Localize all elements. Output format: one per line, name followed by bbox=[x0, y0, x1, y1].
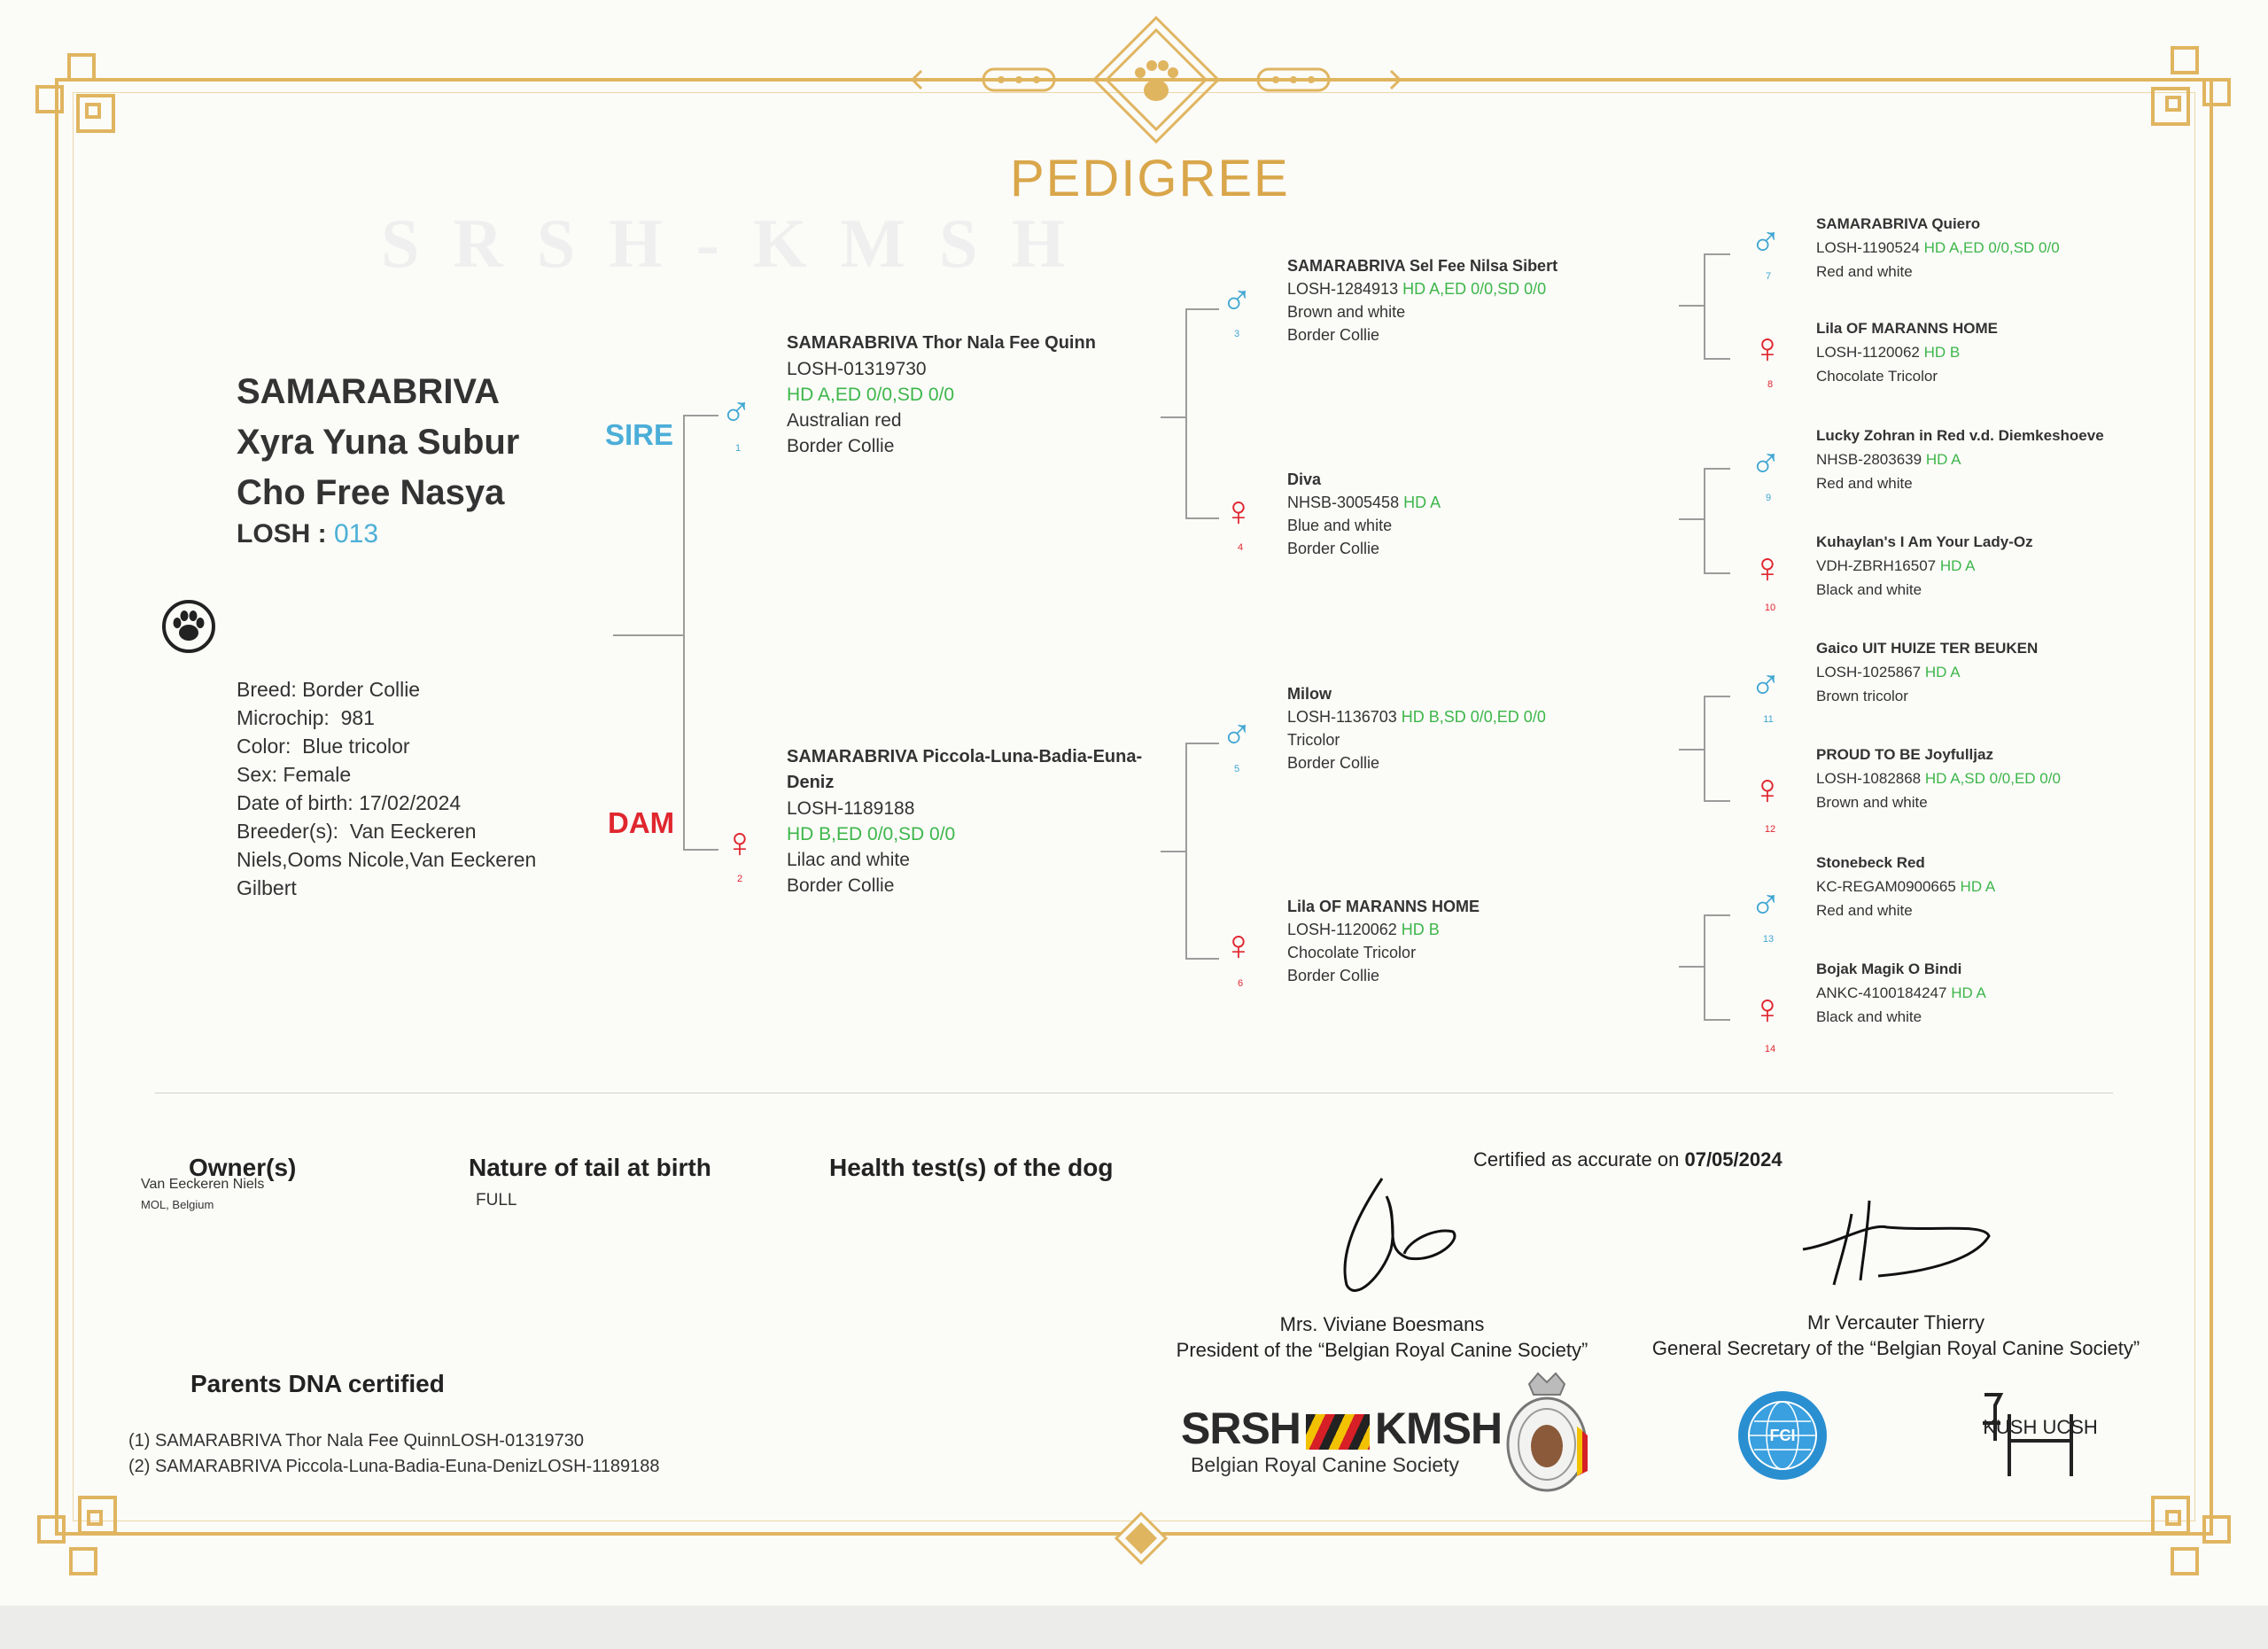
tree-line bbox=[613, 634, 684, 636]
grandparent-color: Blue and white bbox=[1287, 517, 1393, 534]
signatory-secretary bbox=[1626, 1310, 2166, 1361]
fci-logo-icon bbox=[1736, 1389, 1829, 1482]
dam-breed: Border Collie bbox=[787, 875, 895, 896]
signatory-title: President of the “Belgian Royal Canine Society” bbox=[1176, 1339, 1588, 1361]
detail-date-of-birth: Date of birth: 17/02/2024 bbox=[237, 791, 462, 814]
great-grandparent-name: Lila OF MARANNS HOME bbox=[1816, 320, 1998, 337]
page-title: PEDIGREE bbox=[1010, 150, 1290, 207]
great-grandparent-name: Stonebeck Red bbox=[1816, 854, 1925, 871]
grandparent-name: Diva bbox=[1287, 471, 1322, 488]
great-grandparent-name: Lucky Zohran in Red v.d. Diemkeshoeve bbox=[1816, 427, 2104, 444]
tree-line bbox=[1704, 696, 1730, 697]
pedigree-index: 14 bbox=[1764, 1044, 1776, 1054]
great-grandparent-card bbox=[1816, 316, 2153, 388]
male-icon: ♂ bbox=[1750, 882, 1782, 929]
grandparent-name: Lila OF MARANNS HOME bbox=[1287, 898, 1480, 915]
grandparent-card bbox=[1287, 682, 1624, 774]
dog-name bbox=[237, 367, 519, 518]
grandparent-reg: LOSH-1284913 bbox=[1287, 280, 1399, 298]
dna-line: (1) SAMARABRIVA Thor Nala Fee QuinnLOSH-01319730 bbox=[128, 1431, 584, 1451]
grandparent-health: HD A,ED 0/0,SD 0/0 bbox=[1402, 280, 1547, 298]
great-grandparent-card bbox=[1816, 424, 2153, 495]
tree-line bbox=[1185, 517, 1219, 519]
pedigree-index: 7 bbox=[1765, 271, 1772, 282]
pedigree-index: 8 bbox=[1767, 379, 1774, 390]
detail-breeders: Breeder(s): Van Eeckeren Niels,Ooms Nicole,Van Eeckeren Gilbert bbox=[237, 820, 542, 899]
great-grandparent-name: PROUD TO BE Joyfulljaz bbox=[1816, 746, 1993, 763]
tree-line bbox=[1704, 253, 1705, 360]
bottom-diamond-ornament bbox=[1115, 1512, 1168, 1565]
grandparent-health: HD B bbox=[1401, 921, 1440, 938]
male-icon: ♂ bbox=[1750, 662, 1782, 709]
sire-card bbox=[787, 331, 1177, 459]
great-grandparent-health: HD B bbox=[1923, 344, 1961, 361]
owner-location: MOL, Belgium bbox=[141, 1198, 214, 1211]
signature-president bbox=[1329, 1170, 1471, 1303]
health-tests-label: Health test(s) of the dog bbox=[829, 1154, 1114, 1181]
tree-line bbox=[1679, 749, 1705, 751]
detail-breed: Breed: Border Collie bbox=[237, 678, 421, 701]
grandparent-reg-line bbox=[1287, 918, 1624, 941]
corner-ornament-bottom-right bbox=[2144, 1489, 2233, 1577]
dna-label: Parents DNA certified bbox=[190, 1370, 445, 1397]
great-grandparent-card bbox=[1816, 743, 2153, 814]
great-grandparent-color: Black and white bbox=[1816, 1008, 1922, 1025]
dam-health: HD B,ED 0/0,SD 0/0 bbox=[787, 824, 956, 844]
great-grandparent-reg: LOSH-1025867 bbox=[1816, 664, 1922, 681]
tree-line bbox=[1679, 966, 1705, 968]
female-icon: ♀ bbox=[1751, 766, 1783, 813]
great-grandparent-card bbox=[1816, 530, 2153, 602]
grandparent-card bbox=[1287, 254, 1624, 346]
great-grandparent-reg-line bbox=[1816, 981, 2153, 1005]
great-grandparent-reg: NHSB-2803639 bbox=[1816, 451, 1922, 468]
great-grandparent-color: Red and white bbox=[1816, 475, 1913, 492]
grandparent-health: HD A bbox=[1403, 494, 1441, 511]
sire-color: Australian red bbox=[787, 410, 902, 431]
grandparent-breed: Border Collie bbox=[1287, 540, 1380, 557]
pedigree-index: 10 bbox=[1764, 603, 1776, 613]
great-grandparent-name: Gaico UIT HUIZE TER BEUKEN bbox=[1816, 640, 2039, 657]
great-grandparent-health: HD A bbox=[1925, 451, 1961, 468]
great-grandparent-name: Kuhaylan's I Am Your Lady-Oz bbox=[1816, 533, 2033, 550]
grandparent-card bbox=[1287, 468, 1624, 560]
great-grandparent-reg-line bbox=[1816, 447, 2153, 471]
pedigree-index: 6 bbox=[1237, 978, 1244, 989]
signatory-title: General Secretary of the “Belgian Royal Canine Society” bbox=[1651, 1337, 2140, 1359]
owner-name: Van Eeckeren Niels bbox=[141, 1177, 265, 1192]
logo-srsh: SRSH bbox=[1181, 1404, 1301, 1453]
male-icon: ♂ bbox=[1750, 440, 1782, 487]
great-grandparent-reg: ANKC-4100184247 bbox=[1816, 984, 1947, 1001]
tail-value: FULL bbox=[476, 1191, 517, 1210]
tail-label: Nature of tail at birth bbox=[469, 1154, 711, 1181]
certified-date: 07/05/2024 bbox=[1684, 1148, 1783, 1171]
sire-breed: Border Collie bbox=[787, 436, 895, 456]
great-grandparent-reg: LOSH-1082868 bbox=[1816, 770, 1922, 787]
sire-label: SIRE bbox=[605, 418, 674, 451]
tree-line bbox=[683, 415, 718, 416]
great-grandparent-card bbox=[1816, 957, 2153, 1029]
pedigree-index: 5 bbox=[1233, 764, 1240, 774]
male-icon: ♂ bbox=[1221, 277, 1253, 324]
srsh-kmsh-logo bbox=[1181, 1403, 1502, 1454]
sire-name: SAMARABRIVA Thor Nala Fee Quinn bbox=[787, 333, 1096, 353]
sire-reg: LOSH-01319730 bbox=[787, 359, 927, 379]
kush-text: KUSH UCSH bbox=[1983, 1416, 2098, 1438]
pedigree-index: 13 bbox=[1762, 934, 1775, 945]
great-grandparent-reg: LOSH-1120062 bbox=[1816, 344, 1920, 361]
logo-stripes bbox=[1306, 1414, 1370, 1450]
header-ornament bbox=[895, 14, 1418, 147]
great-grandparent-reg: LOSH-1190524 bbox=[1816, 239, 1920, 256]
dam-color: Lilac and white bbox=[787, 850, 910, 870]
female-icon: ♀ bbox=[1223, 922, 1254, 969]
pedigree-index: 12 bbox=[1764, 824, 1776, 835]
grandparent-reg-line bbox=[1287, 705, 1624, 728]
great-grandparent-color: Black and white bbox=[1816, 581, 1922, 598]
great-grandparent-health: HD A,SD 0/0,ED 0/0 bbox=[1924, 770, 2061, 787]
grandparent-color: Chocolate Tricolor bbox=[1287, 944, 1417, 961]
great-grandparent-reg-line bbox=[1816, 766, 2153, 790]
paw-icon bbox=[161, 599, 216, 654]
female-icon: ♀ bbox=[1751, 986, 1783, 1033]
tree-line bbox=[1704, 468, 1705, 574]
tree-line bbox=[1704, 1019, 1730, 1021]
great-grandparent-health: HD A bbox=[1960, 878, 1996, 895]
grandparent-reg: LOSH-1136703 bbox=[1287, 708, 1397, 726]
tree-line bbox=[683, 415, 685, 851]
corner-ornament-top-right bbox=[2144, 44, 2233, 133]
tree-line bbox=[1704, 572, 1730, 574]
signatory-name: Mrs. Viviane Boesmans bbox=[1279, 1313, 1485, 1335]
male-icon: ♂ bbox=[1221, 712, 1253, 758]
great-grandparent-color: Red and white bbox=[1816, 263, 1913, 280]
grandparent-name: SAMARABRIVA Sel Fee Nilsa Sibert bbox=[1287, 257, 1558, 275]
male-icon: ♂ bbox=[720, 389, 752, 436]
great-grandparent-reg-line bbox=[1816, 875, 2153, 898]
detail-sex: Sex: Female bbox=[237, 763, 352, 786]
pedigree-index: 9 bbox=[1765, 493, 1772, 503]
great-grandparent-reg: KC-REGAM0900665 bbox=[1816, 878, 1956, 895]
female-icon: ♀ bbox=[1751, 545, 1783, 592]
tree-line bbox=[1704, 914, 1730, 916]
tree-line bbox=[1185, 308, 1187, 518]
dog-name-line: Xyra Yuna Subur bbox=[237, 423, 520, 462]
great-grandparent-color: Chocolate Tricolor bbox=[1816, 368, 1938, 385]
tree-line bbox=[1704, 696, 1705, 802]
corner-ornament-top-left bbox=[34, 51, 122, 140]
grandparent-card bbox=[1287, 895, 1624, 987]
grandparent-name: Milow bbox=[1287, 685, 1332, 703]
tree-line bbox=[1704, 914, 1705, 1021]
grandparent-color: Tricolor bbox=[1287, 731, 1340, 749]
tree-line bbox=[1704, 358, 1730, 360]
female-icon: ♀ bbox=[1223, 488, 1254, 535]
certified-label: Certified as accurate on bbox=[1473, 1148, 1685, 1171]
female-icon: ♀ bbox=[1751, 325, 1783, 372]
detail-color: Color: Blue tricolor bbox=[237, 735, 410, 758]
great-grandparent-name: Bojak Magik O Bindi bbox=[1816, 961, 1962, 977]
great-grandparent-reg: VDH-ZBRH16507 bbox=[1816, 557, 1937, 574]
great-grandparent-card bbox=[1816, 851, 2153, 922]
corner-ornament-bottom-left bbox=[35, 1489, 124, 1577]
great-grandparent-color: Brown tricolor bbox=[1816, 688, 1908, 704]
sire-health: HD A,ED 0/0,SD 0/0 bbox=[787, 385, 955, 405]
grandparent-reg-line bbox=[1287, 491, 1624, 514]
dog-name-line: SAMARABRIVA bbox=[237, 372, 501, 411]
detail-microchip: Microchip: 981 bbox=[237, 706, 375, 729]
great-grandparent-reg-line bbox=[1816, 340, 2153, 364]
dam-name: Deniz bbox=[787, 773, 835, 792]
grandparent-reg: LOSH-1120062 bbox=[1287, 921, 1397, 938]
royal-society-seal-icon bbox=[1503, 1373, 1591, 1497]
tree-line bbox=[1704, 253, 1730, 255]
great-grandparent-card bbox=[1816, 636, 2153, 708]
dog-name-line: Cho Free Nasya bbox=[237, 473, 505, 512]
owner-label: Owner(s) bbox=[189, 1154, 297, 1181]
pedigree-index: 4 bbox=[1237, 542, 1244, 553]
great-grandparent-name: SAMARABRIVA Quiero bbox=[1816, 215, 1981, 232]
great-grandparent-reg-line bbox=[1816, 554, 2153, 578]
dna-list bbox=[128, 1428, 660, 1480]
kush-ucsh-logo-icon bbox=[1974, 1388, 2098, 1485]
losh-number: 013 bbox=[334, 519, 379, 548]
signatory-president bbox=[1143, 1311, 1621, 1363]
tree-line bbox=[1704, 468, 1730, 470]
grandparent-reg-line bbox=[1287, 277, 1624, 300]
great-grandparent-health: HD A,ED 0/0,SD 0/0 bbox=[1923, 239, 2060, 256]
signatory-name: Mr Vercauter Thierry bbox=[1806, 1311, 1985, 1334]
female-icon: ♀ bbox=[724, 820, 756, 867]
logo-subtitle: Belgian Royal Canine Society bbox=[1191, 1453, 1460, 1476]
dna-line: (2) SAMARABRIVA Piccola-Luna-Badia-Euna-DenizLOSH-1189188 bbox=[128, 1457, 660, 1476]
great-grandparent-reg-line bbox=[1816, 236, 2153, 260]
tree-line bbox=[1185, 308, 1219, 310]
dam-reg: LOSH-1189188 bbox=[787, 798, 915, 819]
tree-line bbox=[683, 849, 718, 851]
pedigree-index: 2 bbox=[736, 874, 743, 884]
pedigree-index: 3 bbox=[1233, 329, 1240, 339]
logo-kmsh: KMSH bbox=[1374, 1404, 1503, 1453]
tree-line bbox=[1679, 305, 1705, 307]
tree-line bbox=[1679, 518, 1705, 520]
grandparent-color: Brown and white bbox=[1287, 303, 1406, 321]
tree-line bbox=[1185, 743, 1219, 744]
dog-losh bbox=[237, 519, 378, 549]
grandparent-breed: Border Collie bbox=[1287, 754, 1380, 772]
dam-label: DAM bbox=[608, 806, 675, 839]
grandparent-reg: NHSB-3005458 bbox=[1287, 494, 1400, 511]
dam-name: SAMARABRIVA Piccola-Luna-Badia-Euna- bbox=[787, 747, 1143, 766]
dog-details bbox=[237, 675, 573, 902]
tree-line bbox=[1185, 743, 1187, 960]
grandparent-breed: Border Collie bbox=[1287, 967, 1380, 984]
great-grandparent-reg-line bbox=[1816, 660, 2153, 684]
tree-line bbox=[1185, 958, 1219, 960]
great-grandparent-health: HD A bbox=[1924, 664, 1961, 681]
certified-statement bbox=[1473, 1148, 1783, 1171]
tree-line bbox=[1704, 800, 1730, 802]
male-icon: ♂ bbox=[1750, 219, 1782, 266]
dam-card bbox=[787, 744, 1177, 898]
pedigree-index: 11 bbox=[1763, 714, 1774, 725]
losh-label: LOSH : bbox=[237, 519, 334, 548]
pedigree-index: 1 bbox=[734, 443, 742, 454]
great-grandparent-health: HD A bbox=[1939, 557, 1976, 574]
great-grandparent-health: HD A bbox=[1951, 984, 1986, 1001]
grandparent-health: HD B,SD 0/0,ED 0/0 bbox=[1401, 708, 1546, 726]
watermark: SRSH-KMSH bbox=[381, 205, 1099, 282]
great-grandparent-color: Brown and white bbox=[1816, 794, 1928, 811]
signature-secretary bbox=[1798, 1196, 1993, 1294]
great-grandparent-color: Red and white bbox=[1816, 902, 1913, 919]
great-grandparent-card bbox=[1816, 212, 2153, 284]
fci-text: FCI bbox=[1769, 1427, 1796, 1444]
grandparent-breed: Border Collie bbox=[1287, 326, 1380, 344]
